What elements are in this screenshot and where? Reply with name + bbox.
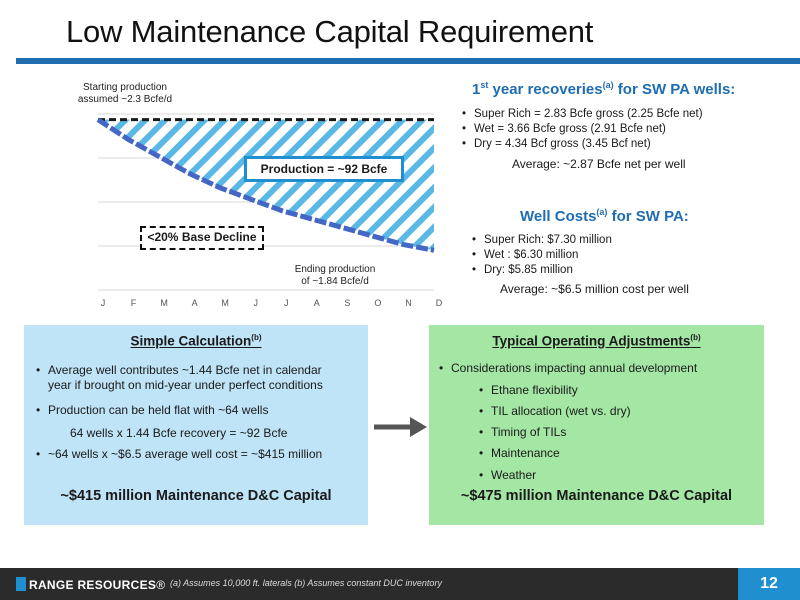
calc-bullet-1-line2: year if brought on mid-year under perfect conditions (48, 378, 323, 392)
recoveries-heading (472, 80, 735, 98)
start-annotation-line1: Starting production (83, 82, 167, 93)
x-tick-label: N (405, 298, 412, 308)
well-costs-heading-post: for SW PA: (607, 208, 689, 225)
x-tick-label: M (160, 298, 168, 308)
simple-calculation-heading (24, 333, 368, 349)
adjustment-item: • Maintenance (491, 446, 560, 461)
logo-text: RANGE RESOURCES (29, 578, 157, 592)
simple-calculation-panel (24, 325, 368, 525)
page-number: 12 (738, 568, 800, 600)
production-chart-svg (84, 78, 444, 318)
well-costs-heading-sup: (a) (596, 207, 608, 217)
footnote: (a) Assumes 10,000 ft. laterals (b) Assumes constant DUC inventory (170, 578, 442, 588)
footer-bar (0, 568, 800, 600)
x-tick-label: J (253, 298, 258, 308)
x-tick-label: S (344, 298, 351, 308)
simple-calculation-total: ~$415 million Maintenance D&C Capital (60, 488, 332, 504)
calc-bullet-1 (48, 363, 323, 393)
decline-callout: <20% Base Decline (140, 226, 264, 250)
well-cost-item: • Wet : $6.30 million (472, 248, 612, 263)
start-annotation (60, 82, 190, 106)
adjustment-item: • Timing of TILs (491, 425, 566, 440)
calc-equation: 64 wells x 1.44 Bcfe recovery = ~92 Bcfe (70, 426, 288, 440)
calc-bullet-1-line1: • Average well contributes ~1.44 Bcfe net in calendar (48, 363, 322, 377)
right-arrow-icon (372, 416, 428, 438)
calc-bullet-3: • ~64 wells x ~$6.5 average well cost = ~$415 million (48, 447, 322, 462)
x-tick-label: J (100, 298, 106, 308)
well-costs-heading (520, 207, 689, 225)
x-tick-label: A (313, 298, 320, 308)
operating-adjustments-heading-sup: (b) (690, 333, 701, 342)
well-costs-heading-pre: Well Costs (520, 208, 597, 225)
operating-adjustments-total: ~$475 million Maintenance D&C Capital (460, 488, 733, 504)
recovery-item: • Super Rich = 2.83 Bcfe gross (2.25 Bcfe net) (462, 107, 703, 122)
x-tick-label: D (435, 298, 443, 308)
recoveries-heading-pre: 1 (472, 81, 481, 98)
x-tick-label: F (130, 298, 137, 308)
calc-bullet-2: • Production can be held flat with ~64 wells (48, 403, 268, 418)
operating-adjustments-heading (429, 333, 764, 349)
logo-registered: ® (156, 578, 166, 592)
end-annotation-line2: of ~1.84 Bcfe/d (301, 276, 369, 287)
adjustment-item: • Weather (491, 468, 536, 483)
x-tick-label: O (374, 298, 382, 308)
x-tick-label: A (191, 298, 198, 308)
recoveries-heading-sup2: (a) (602, 80, 614, 90)
recovery-item: • Wet = 3.66 Bcfe gross (2.91 Bcfe net) (462, 122, 703, 137)
operating-adjustments-panel (429, 325, 764, 525)
simple-calculation-heading-sup: (b) (251, 333, 262, 342)
operating-adjustments-heading-text: Typical Operating Adjustments (492, 333, 691, 349)
production-callout: Production = ~92 Bcfe (244, 156, 404, 182)
logo-mark-icon (16, 577, 26, 591)
recoveries-heading-sup1: st (480, 80, 489, 90)
adjustment-item: • Ethane flexibility (491, 383, 578, 398)
slide-title: Low Maintenance Capital Requirement (66, 14, 594, 49)
well-costs-average: Average: ~$6.5 million cost per well (500, 282, 689, 296)
recovery-item: • Dry = 4.34 Bcf gross (3.45 Bcf net) (462, 137, 703, 152)
simple-calculation-heading-text: Simple Calculation (130, 333, 252, 349)
well-cost-item: • Dry: $5.85 million (472, 263, 612, 278)
end-annotation-line1: Ending production (294, 264, 376, 275)
adjustment-item: • TIL allocation (wet vs. dry) (491, 404, 631, 419)
well-costs-list (472, 233, 612, 278)
adjustments-intro: • Considerations impacting annual development (451, 361, 697, 376)
recoveries-heading-mid: year recoveries (488, 81, 603, 98)
title-underline (16, 58, 800, 64)
x-tick-label: M (221, 298, 229, 308)
production-chart (77, 78, 444, 318)
end-annotation (280, 264, 390, 288)
start-annotation-line2: assumed ~2.3 Bcfe/d (77, 94, 173, 105)
recoveries-average: Average: ~2.87 Bcfe net per well (512, 157, 686, 171)
well-cost-item: • Super Rich: $7.30 million (472, 233, 612, 248)
range-resources-logo (16, 577, 165, 592)
x-tick-label: J (284, 298, 289, 308)
recoveries-heading-post: for SW PA wells: (613, 81, 736, 98)
recoveries-list (462, 107, 703, 152)
